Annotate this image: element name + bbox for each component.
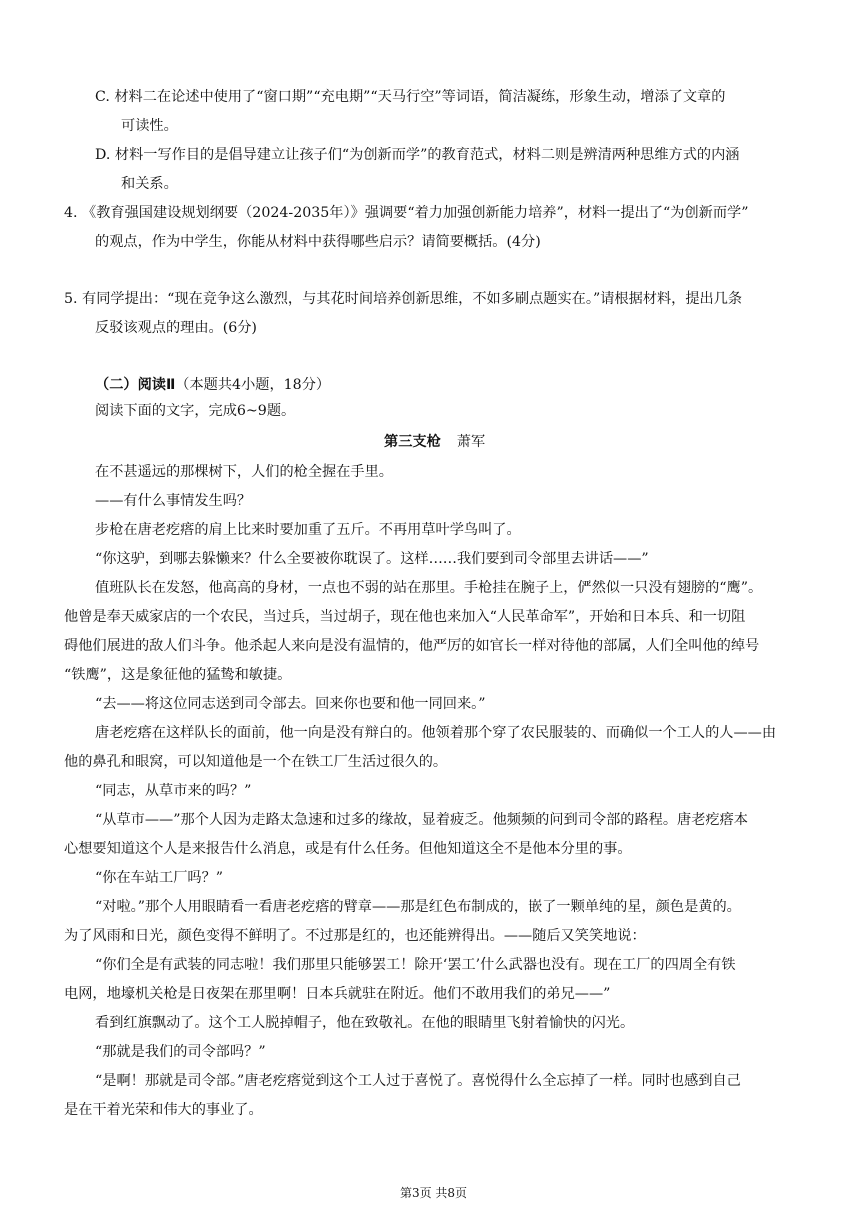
story-para-2: ——有什么事情发生吗？ [95, 493, 252, 509]
story-para-9-line1: “从草市——”那个人因为走路太急速和过多的缘故，显着疲乏。他频频的问到司令部的路程。唐老疙瘩本 [95, 812, 748, 828]
question-4-line1: 4. 《教育强国建设规划纲要（2024-2035年）》强调要“着力加强创新能力培养”，材料一提出了“为创新而学” [64, 205, 749, 221]
story-para-12-line2: 电网，地壕机关枪是日夜架在那里啊！日本兵就驻在附近。他们不敢用我们的弟兄——” [64, 986, 611, 1002]
story-para-9-line2: 心想要知道这个人是来报告什么消息，或是有什么任务。但他知道这全不是他本分里的事。 [64, 841, 632, 857]
story-para-11-line1: “对啦。”那个人用眼睛看一看唐老疙瘩的臂章——那是红色布制成的，嵌了一颗单纯的星，颜色是黄的。 [95, 899, 741, 915]
story-para-10: “你在车站工厂吗？” [95, 870, 224, 886]
story-para-15-line1: “是啊！那就是司令部。”唐老疙瘩觉到这个工人过于喜悦了。喜悦得什么全忘掉了一样。同时也感到自己 [95, 1073, 741, 1089]
section-heading-bold: （二）阅读Ⅱ [95, 377, 176, 393]
question-5-line2: 反驳该观点的理由。(6分) [95, 320, 257, 336]
story-para-7-line2: 他的鼻孔和眼窝，可以知道他是一个在铁工厂生活过很久的。 [64, 754, 448, 770]
story-para-14: “那就是我们的司令部吗？” [95, 1044, 266, 1060]
page-footer: 第3页 共8页 [399, 1186, 468, 1200]
section-instruction: 阅读下面的文字，完成6~9题。 [95, 403, 296, 419]
story-para-8: “同志，从草市来的吗？” [95, 783, 252, 799]
story-para-11-line2: 为了风雨和日光，颜色变得不鲜明了。不过那是红的，也还能辨得出。——随后又笑笑地说： [64, 928, 646, 944]
story-title-line [384, 432, 485, 452]
option-d-line2: 和关系。 [121, 176, 178, 192]
story-para-6: “去——将这位同志送到司令部去。回来你也要和他一同回来。” [95, 696, 486, 712]
story-para-1: 在不甚遥远的那棵树下，人们的枪全握在手里。 [95, 464, 393, 480]
option-c-line2: 可读性。 [121, 118, 178, 134]
story-para-5-line2: 他曾是奉天威家店的一个农民，当过兵，当过胡子，现在他也来加入“人民革命军”，开始和日本兵、和一切阻 [64, 609, 746, 625]
section-heading [95, 375, 330, 395]
story-para-12-line1: “你们全是有武装的同志啦！我们那里只能够罢工！除开‘罢工’什么武器也没有。现在工厂的四周全有铁 [95, 957, 736, 973]
story-para-15-line2: 是在干着光荣和伟大的事业了。 [64, 1102, 263, 1118]
story-para-4: “你这驴，到哪去躲懒来？什么全要被你耽误了。这样……我们要到司令部里去讲话——” [95, 551, 649, 567]
story-para-5-line1: 值班队长在发怒，他高高的身材，一点也不弱的站在那里。手枪挂在腕子上，俨然似一只没有翅膀的“鹰”。 [95, 580, 763, 596]
story-para-5-line3: 碍他们展进的敌人们斗争。他杀起人来向是没有温情的，他严厉的如官长一样对待他的部属，人们全叫他的绰号 [64, 638, 760, 654]
story-para-3: 步枪在唐老疙瘩的肩上比来时要加重了五斤。不再用草叶学鸟叫了。 [95, 522, 521, 538]
story-para-5-line4: “铁鹰”，这是象征他的猛鸷和敏捷。 [64, 667, 292, 683]
section-heading-rest: （本题共4小题，18分） [175, 377, 331, 393]
story-title: 第三支枪 [384, 434, 441, 450]
story-para-7-line1: 唐老疙瘩在这样队长的面前，他一向是没有辩白的。他领着那个穿了农民服装的、而确似一个工人的人——由 [95, 725, 777, 741]
story-para-13: 看到红旗飘动了。这个工人脱掉帽子，他在致敬礼。在他的眼睛里飞射着愉快的闪光。 [95, 1015, 635, 1031]
question-5-line1: 5. 有同学提出：“现在竞争这么激烈，与其花时间培养创新思维，不如多刷点题实在。”请根据材料，提出几条 [64, 291, 743, 307]
option-d-line1: D. 材料一写作目的是倡导建立让孩子们“为创新而学”的教育范式，材料二则是辨清两种思维方式的内涵 [95, 147, 740, 163]
story-author: 萧军 [456, 434, 486, 450]
option-c-line1: C. 材料二在论述中使用了“窗口期”“充电期”“天马行空”等词语，简洁凝练，形象生动，增添了文章的 [95, 89, 726, 105]
question-4-line2: 的观点，作为中学生，你能从材料中获得哪些启示？请简要概括。(4分) [95, 234, 541, 250]
